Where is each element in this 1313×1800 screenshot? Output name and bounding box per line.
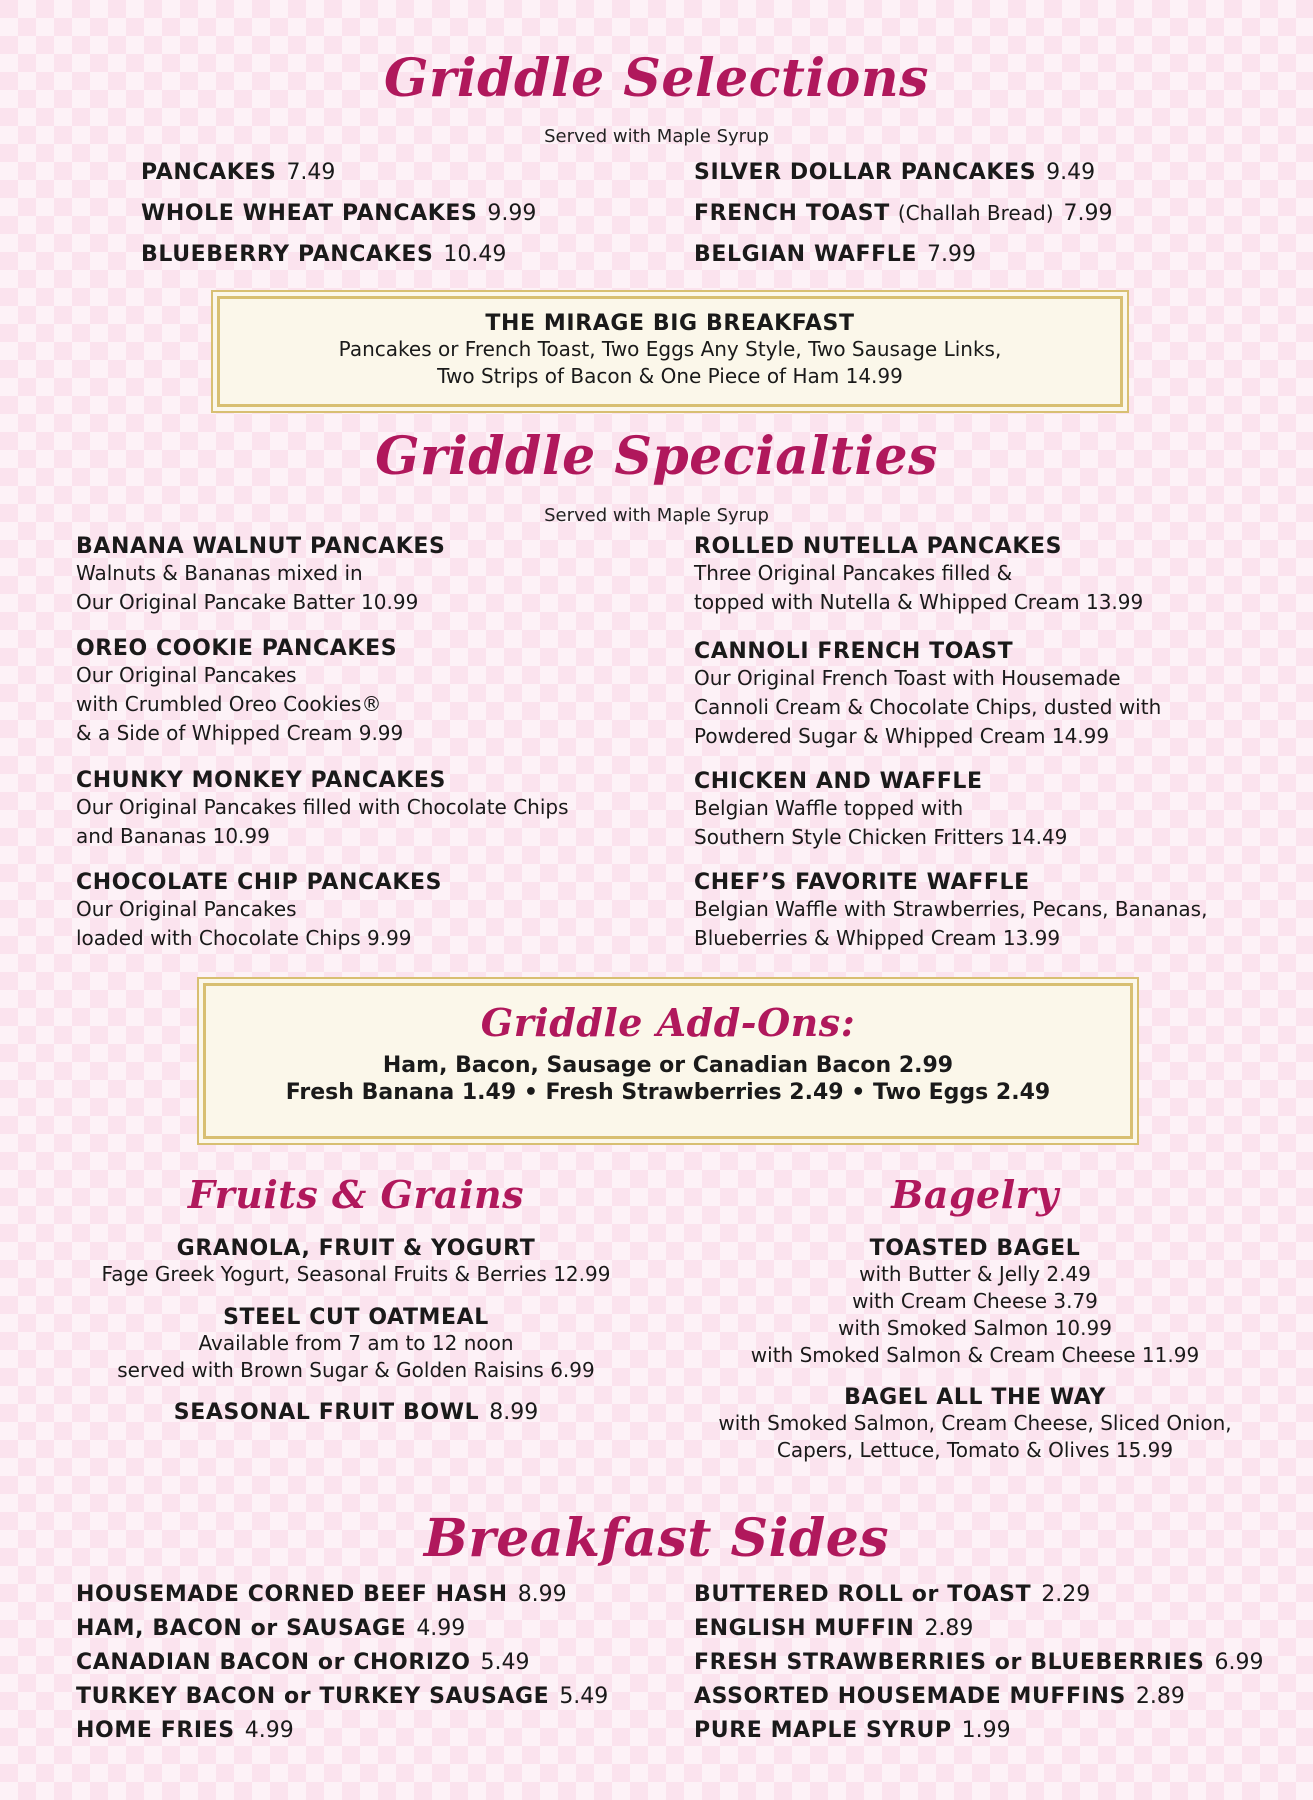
griddle-selections-title: Griddle Selections xyxy=(384,48,929,109)
specialty-item: CHICKEN AND WAFFLE Belgian Waffle topped with Southern Style Chicken Fritters 14.49 xyxy=(694,769,1068,849)
specialty-item: CANNOLI FRENCH TOAST Our Original French Toast with Housemade Cannoli Cream & Chocolate Chips, dusted with Powdered Sugar & Whipped Cream 14.99 xyxy=(694,639,1162,748)
menu-item: WHOLE WHEAT PANCAKES 9.99 xyxy=(141,201,537,226)
bagelry-title: Bagelry xyxy=(891,1172,1059,1217)
griddle-specialties-subtitle: Served with Maple Syrup xyxy=(544,505,769,526)
menu-item: BELGIAN WAFFLE 7.99 xyxy=(694,242,976,267)
big-breakfast-box xyxy=(217,296,1123,407)
side-item: HOME FRIES 4.99 xyxy=(76,1718,294,1743)
add-ons-title: Griddle Add-Ons: xyxy=(480,1000,856,1045)
specialty-item: OREO COOKIE PANCAKES Our Original Pancakes with Crumbled Oreo Cookies® & a Side of Whipped Cream 9.99 xyxy=(76,636,404,745)
side-item: HAM, BACON or SAUSAGE 4.99 xyxy=(76,1616,466,1641)
specialty-item: BANANA WALNUT PANCAKES Walnuts & Bananas mixed in Our Original Pancake Batter 10.99 xyxy=(76,534,446,614)
menu-item: BLUEBERRY PANCAKES 10.49 xyxy=(141,242,507,267)
specialty-item: CHUNKY MONKEY PANCAKES Our Original Pancakes filled with Chocolate Chips and Bananas 10.99 xyxy=(76,768,569,848)
add-ons-line-1: Ham, Bacon, Sausage or Canadian Bacon 2.99 xyxy=(382,1053,954,1078)
specialty-item: CHOCOLATE CHIP PANCAKES Our Original Pancakes loaded with Chocolate Chips 9.99 xyxy=(76,870,443,950)
fruits-grains-item: GRANOLA, FRUIT & YOGURT Fage Greek Yogurt, Seasonal Fruits & Berries 12.99 xyxy=(101,1236,611,1286)
side-item: FRESH STRAWBERRIES or BLUEBERRIES 6.99 xyxy=(694,1650,1264,1675)
bagelry-item: BAGEL ALL THE WAY with Smoked Salmon, Cream Cheese, Sliced Onion, Capers, Lettuce, Tomato & Olives 15.99 xyxy=(718,1385,1232,1462)
big-breakfast-desc-1: Pancakes or French Toast, Two Eggs Any Style, Two Sausage Links, xyxy=(338,337,1002,361)
fruits-grains-item: STEEL CUT OATMEAL Available from 7 am to 12 noon served with Brown Sugar & Golden Raisins 6.99 xyxy=(117,1305,595,1382)
specialty-item: CHEF’S FAVORITE WAFFLE Belgian Waffle with Strawberries, Pecans, Bananas, Blueberries & Whipped Cream 13.99 xyxy=(694,870,1208,950)
side-item: PURE MAPLE SYRUP 1.99 xyxy=(694,1718,1011,1743)
add-ons-line-2: Fresh Banana 1.49 • Fresh Strawberries 2.49 • Two Eggs 2.49 xyxy=(285,1080,1051,1105)
side-item: ENGLISH MUFFIN 2.89 xyxy=(694,1616,974,1641)
big-breakfast-desc-2: Two Strips of Bacon & One Piece of Ham 14.99 xyxy=(437,364,903,388)
menu-item: FRENCH TOAST (Challah Bread) 7.99 xyxy=(694,201,1113,226)
bagelry-item: TOASTED BAGEL with Butter & Jelly 2.49 with Cream Cheese 3.79 with Smoked Salmon 10.99 with Smoked Salmon & Cream Cheese 11.99 xyxy=(750,1236,1200,1367)
add-ons-box xyxy=(203,983,1133,1139)
menu-item: SILVER DOLLAR PANCAKES 9.49 xyxy=(694,160,1096,185)
side-item: BUTTERED ROLL or TOAST 2.29 xyxy=(694,1582,1091,1607)
fruits-grains-title: Fruits & Grains xyxy=(187,1172,525,1217)
fruits-grains-item: SEASONAL FRUIT BOWL 8.99 xyxy=(173,1400,539,1425)
side-item: CANADIAN BACON or CHORIZO 5.49 xyxy=(76,1650,530,1675)
breakfast-sides-title: Breakfast Sides xyxy=(423,1508,890,1569)
specialty-item: ROLLED NUTELLA PANCAKES Three Original Pancakes filled & topped with Nutella & Whipped Cream 13.99 xyxy=(694,534,1144,614)
side-item: ASSORTED HOUSEMADE MUFFINS 2.89 xyxy=(694,1684,1185,1709)
side-item: TURKEY BACON or TURKEY SAUSAGE 5.49 xyxy=(76,1684,609,1709)
big-breakfast-title: THE MIRAGE BIG BREAKFAST xyxy=(485,311,855,336)
menu-item: PANCAKES 7.49 xyxy=(141,160,336,185)
side-item: HOUSEMADE CORNED BEEF HASH 8.99 xyxy=(76,1582,567,1607)
griddle-specialties-title: Griddle Specialties xyxy=(375,426,938,487)
griddle-selections-subtitle: Served with Maple Syrup xyxy=(544,126,769,147)
